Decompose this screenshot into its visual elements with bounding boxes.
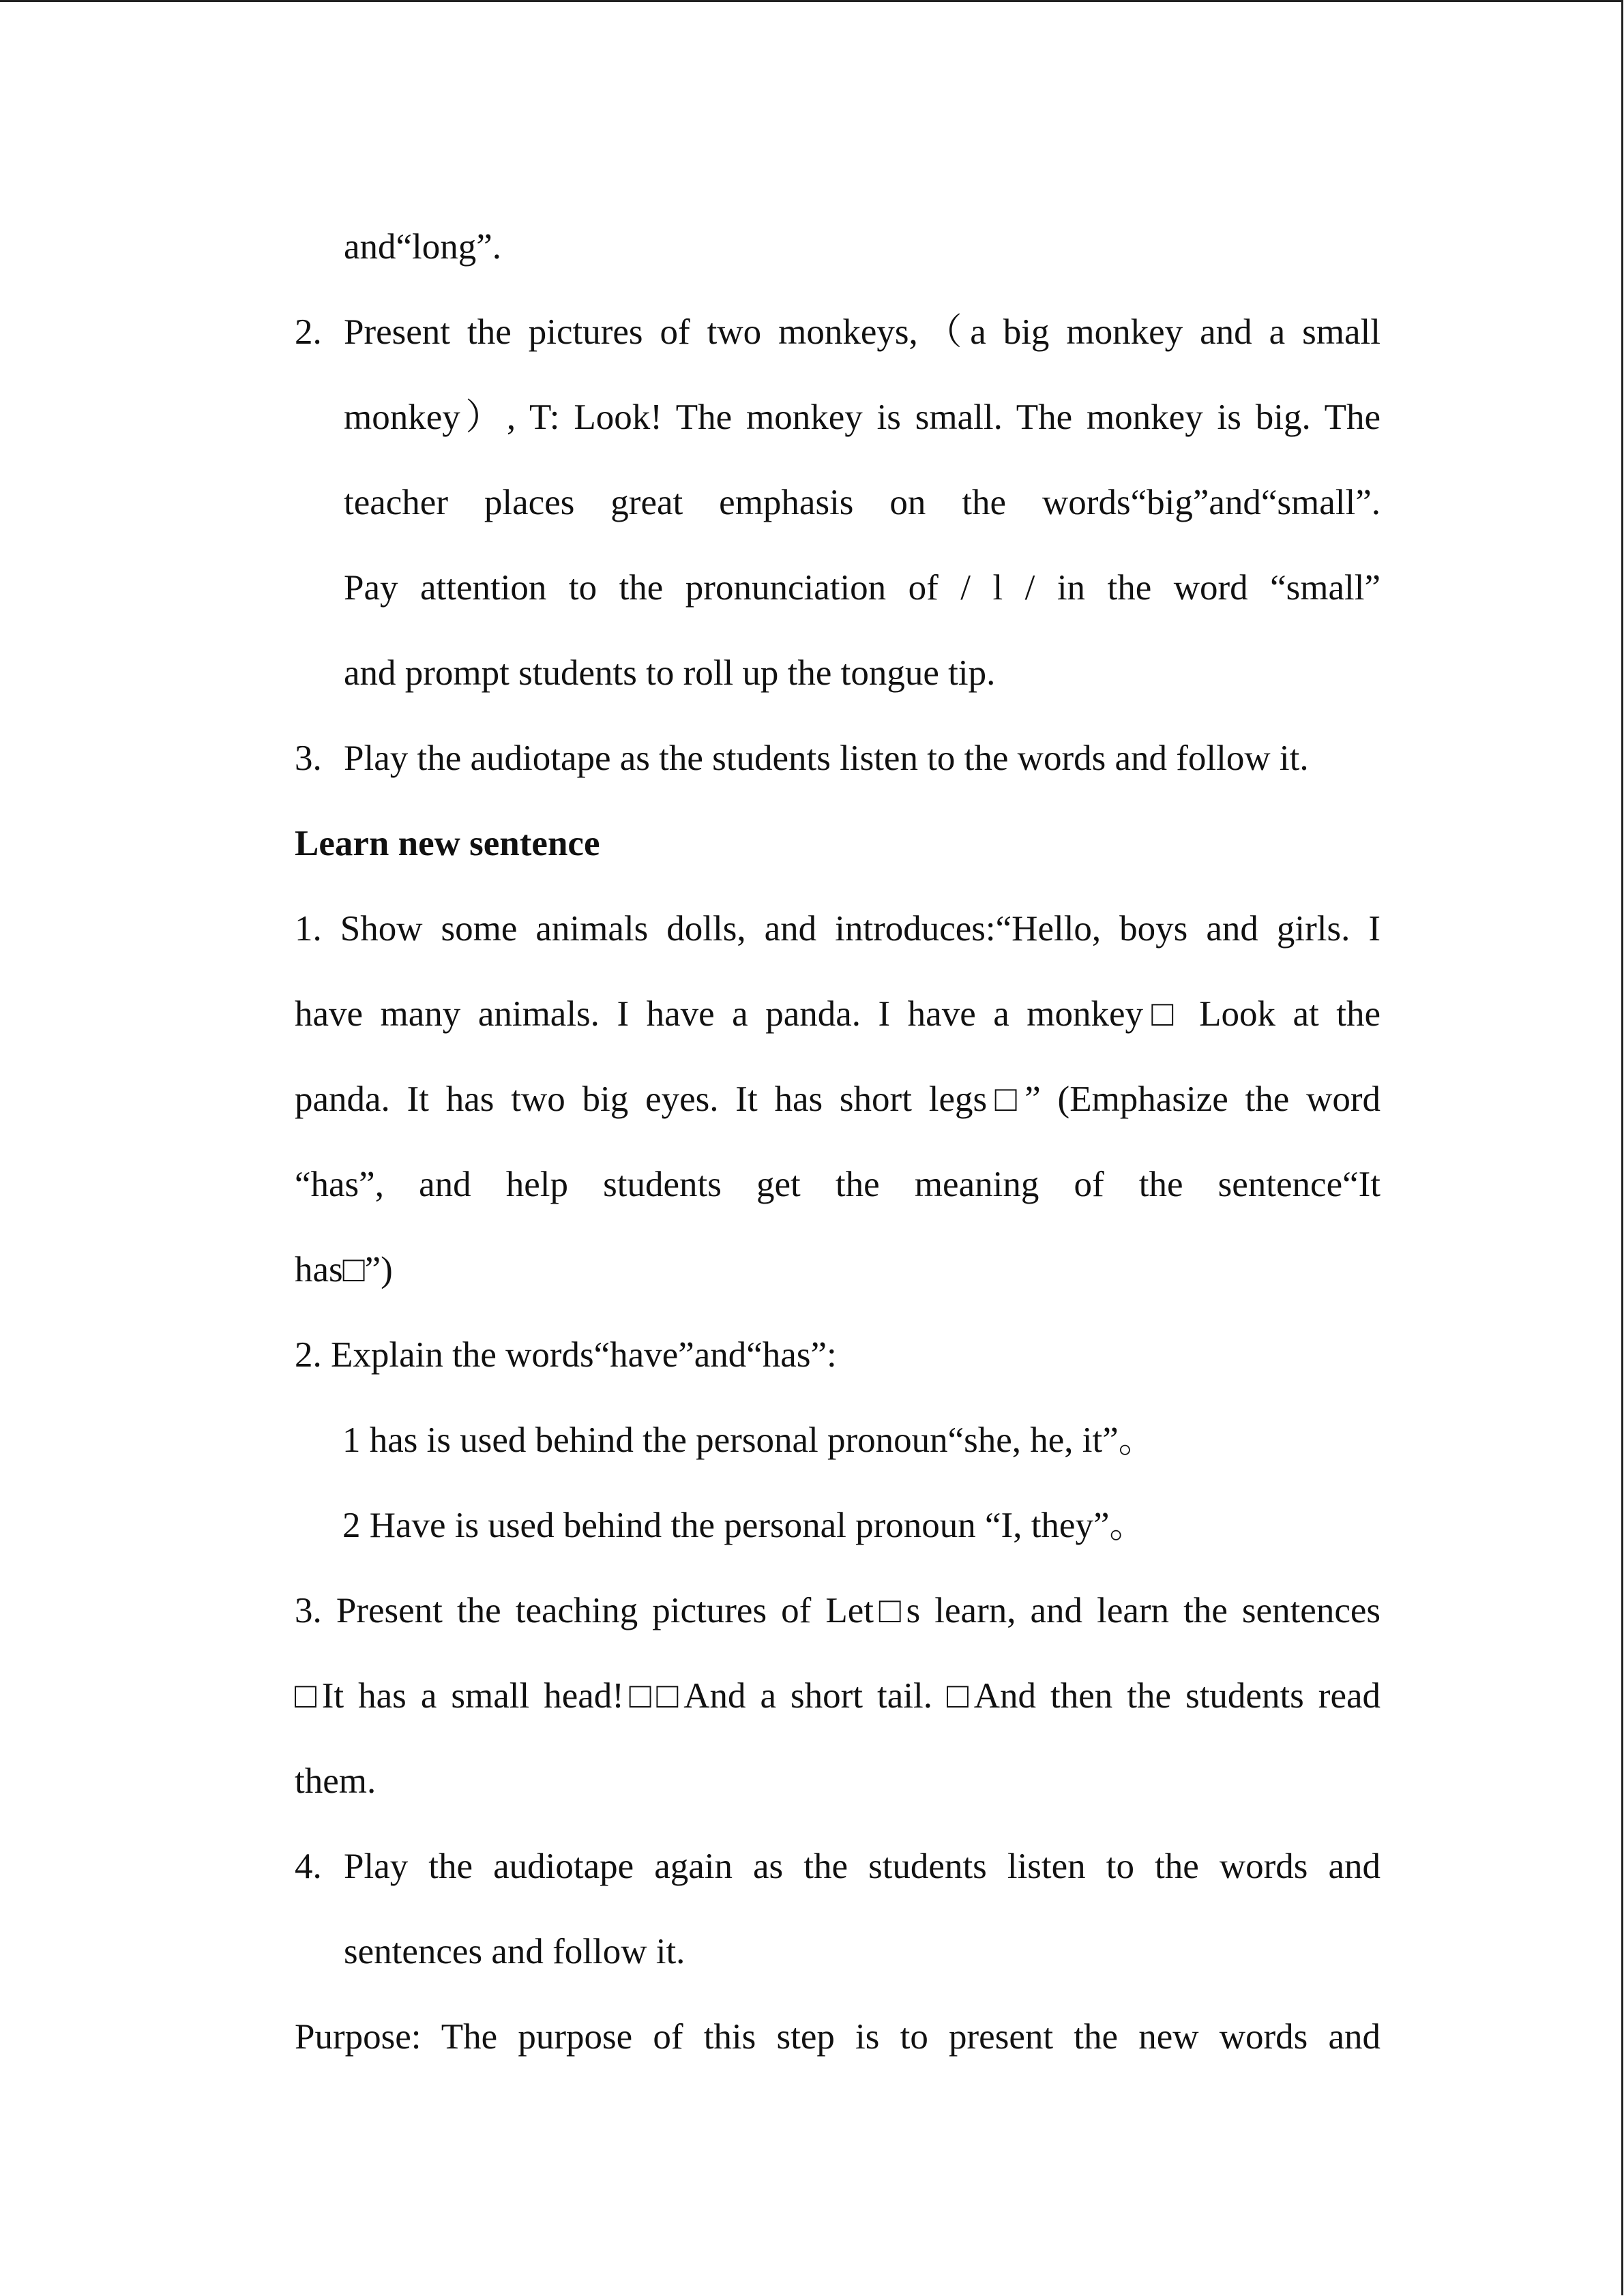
line-text: 2. Explain the words“have”and“has”: — [295, 1335, 837, 1375]
paragraph-line — [295, 631, 1381, 716]
line-text: Pay attention to the pronunciation of / l / in the word “small” — [344, 568, 1381, 608]
paragraph-line — [295, 1909, 1381, 1995]
paragraph-line — [295, 1568, 1381, 1654]
paragraph-line — [295, 1142, 1381, 1227]
paragraph-line — [295, 1057, 1381, 1142]
paragraph-line — [295, 460, 1381, 546]
line-text: teacher places great emphasis on the words“big”and“small”. — [344, 483, 1381, 522]
line-text: has□”) — [295, 1250, 393, 1289]
paragraph-line — [295, 1483, 1381, 1568]
paragraph-line — [295, 1995, 1381, 2080]
line-text: “has”, and help students get the meaning of the sentence“It — [295, 1165, 1381, 1204]
paragraph-line — [295, 375, 1381, 460]
heading-text: Learn new sentence — [295, 824, 600, 863]
paragraph-line — [295, 886, 1381, 972]
paragraph-line — [295, 1398, 1381, 1483]
line-text: monkey）, T: Look! The monkey is small. The monkey is big. The — [344, 398, 1381, 437]
list-number: 3. — [295, 739, 322, 778]
list-number: 4. — [295, 1847, 322, 1886]
line-text: 2 Have is used behind the personal pronoun “I, they”。 — [342, 1506, 1146, 1545]
document-body — [295, 205, 1381, 2080]
list-number: 2. — [295, 312, 322, 352]
paragraph-line — [295, 1654, 1381, 1739]
list-item-2 — [295, 290, 1381, 375]
paragraph-line — [295, 1227, 1381, 1313]
list-item-4 — [295, 1824, 1381, 1909]
line-text: panda. It has two big eyes. It has short legs□” (Emphasize the word — [295, 1079, 1381, 1119]
line-text: sentences and follow it. — [344, 1932, 685, 1971]
line-text: have many animals. I have a panda. I have a monkey□ Look at the — [295, 994, 1381, 1034]
line-text: 1 has is used behind the personal pronoun“she, he, it”。 — [342, 1420, 1155, 1460]
line-text: them. — [295, 1761, 377, 1801]
line-text: Play the audiotape again as the students listen to the words and — [344, 1847, 1381, 1886]
paragraph-line — [295, 546, 1381, 631]
paragraph-line — [295, 1313, 1381, 1398]
paragraph-line — [295, 1739, 1381, 1824]
line-text: Play the audiotape as the students listen to the words and follow it. — [344, 739, 1309, 778]
line-text: Purpose: The purpose of this step is to present the new words and — [295, 2017, 1381, 2057]
line-text: 3. Present the teaching pictures of Let□s learn, and learn the sentences — [295, 1591, 1381, 1630]
paragraph-line — [295, 972, 1381, 1057]
line-text: and prompt students to roll up the tongue tip. — [344, 653, 996, 693]
line-text: 1. Show some animals dolls, and introduces:“Hello, boys and girls. I — [295, 909, 1381, 949]
line-text: □It has a small head!□□And a short tail. □And then the students read — [295, 1676, 1381, 1716]
section-heading — [295, 801, 1381, 886]
list-item-3 — [295, 716, 1381, 801]
paragraph-line — [295, 205, 1381, 290]
line-text: Present the pictures of two monkeys,（a big monkey and a small — [344, 312, 1381, 352]
line-text: and“long”. — [344, 227, 502, 267]
